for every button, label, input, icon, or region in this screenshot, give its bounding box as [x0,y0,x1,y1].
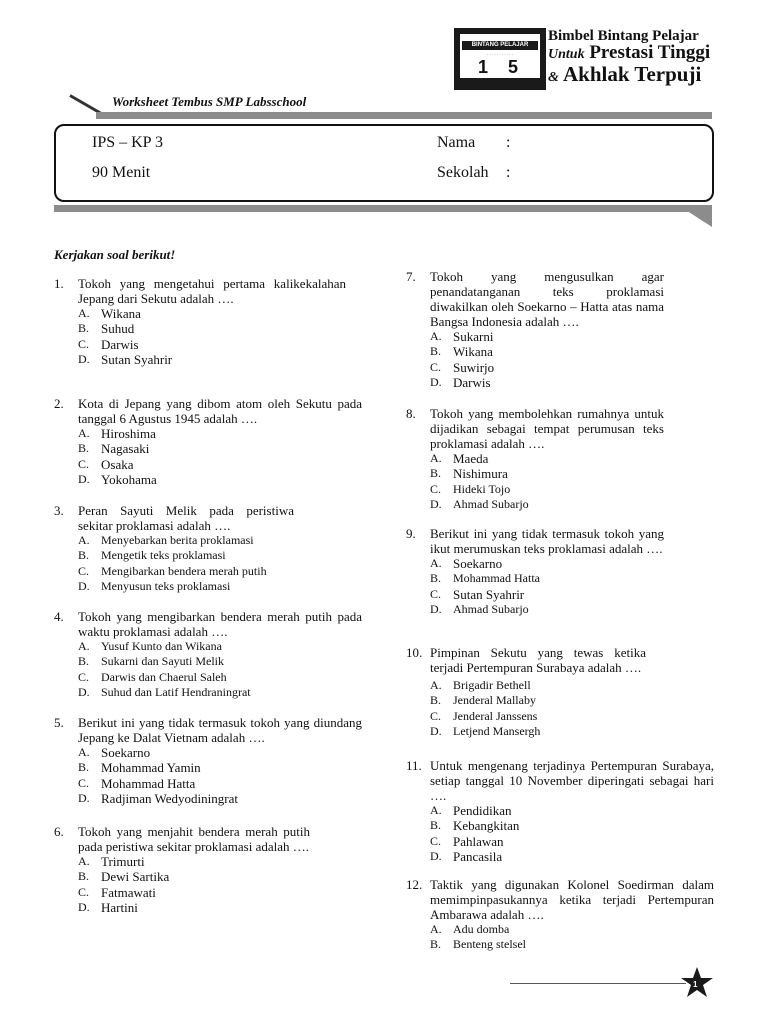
question-text: Peran Sayuti Melik pada peristiwa sekitar proklamasi adalah …. [78,503,294,533]
question-text: Kota di Jepang yang dibom atom oleh Sekutu pada tanggal 6 Agustus 1945 adalah …. [78,396,362,426]
option-b: B. Dewi Sartika [78,869,170,885]
option-d: D. Yokohama [78,471,157,487]
brand-logo [454,28,546,90]
question-number: 4. [54,609,64,624]
duration-label: 90 Menit [92,164,151,181]
option-d: D. Menyusun teks proklamasi [78,578,231,593]
info-rule-tab [678,205,712,227]
question-number: 5. [54,715,64,730]
option-b: B. Mengetik teks proklamasi [78,548,226,563]
name-colon: : [506,134,511,151]
option-c: C. Darwis [78,336,139,352]
logo-band-text: BINTANG PELAJAR [462,41,538,50]
question-text: Tokoh yang menjahit bendera merah putih pada peristiwa sekitar proklamasi adalah …. [78,824,310,854]
option-a: A. Hiroshima [78,426,156,441]
option-a: A. Soekarno [78,745,151,760]
option-a: A. Sukarni [430,329,494,344]
option-b: B. Benteng stelsel [430,937,526,952]
question-text: Tokoh yang membolehkan rumahnya untuk dijadikan sebagai tempat perumusan teks proklamasi adalah …. [430,406,664,451]
option-d: D. Darwis [430,374,491,390]
question-text: Pimpinan Sekutu yang tewas ketika terjadi Pertempuran Surabaya adalah …. [430,645,646,675]
brand-line-1: Bimbel Bintang Pelajar [548,28,699,44]
option-c: C. Jenderal Janssens [430,708,538,723]
option-c: C. Osaka [78,456,134,472]
option-a: A. Menyebarkan berita proklamasi [78,533,254,547]
question-number: 12. [406,877,423,892]
option-a: A. Pendidikan [430,803,512,818]
option-b: B. Kebangkitan [430,818,520,834]
question-text: Tokoh yang mengibarkan bendera merah putih pada waktu proklamasi adalah …. [78,609,362,639]
worksheet-title: Worksheet Tembus SMP Labsschool [112,94,307,109]
option-c: C. Sutan Syahrir [430,586,525,602]
option-a: A. Wikana [78,306,141,321]
option-d: D. Sutan Syahrir [78,351,173,367]
option-c: C. Mengibarkan bendera merah putih [78,563,267,578]
option-b: B. Mohammad Yamin [78,760,201,776]
option-d: D. Ahmad Subarjo [430,601,529,616]
instruction: Kerjakan soal berikut! [54,247,176,262]
option-b: B. Sukarni dan Sayuti Melik [78,654,224,669]
option-d: D. Radjiman Wedyodiningrat [78,790,238,806]
logo-small-text: · · · · · · · · · · · [487,52,513,57]
question-text: Taktik yang digunakan Kolonel Soedirman dalam memimpinpasukannya ketika terjadi Pertempuran Ambarawa adalah …. [430,877,714,922]
question-text: Tokoh yang mengetahui pertama kalikekalahan Jepang dari Sekutu adalah …. [78,276,346,306]
option-b: B. Wikana [430,344,493,360]
question-number: 7. [406,269,416,284]
option-a: A. Brigadir Bethell [430,678,531,692]
option-b: B. Nishimura [430,466,508,482]
option-d: D. Hartini [78,899,138,915]
option-d: D. Ahmad Subarjo [430,496,529,511]
header-rule [96,112,712,119]
option-b: B. Mohammad Hatta [430,571,540,586]
logo-number-one: 1 [478,57,489,77]
option-b: B. Jenderal Mallaby [430,693,536,708]
brand-akhlak: Akhlak Terpuji [562,62,702,86]
info-rule [54,205,704,212]
option-a: A. Yusuf Kunto dan Wikana [78,639,222,653]
brand-ampersand: & [548,70,559,85]
option-d: D. Suhud dan Latif Hendraningrat [78,684,251,699]
option-c: C. Darwis dan Chaerul Saleh [78,669,227,684]
option-a: A. Adu domba [430,922,510,936]
brand-untuk: Untuk [548,47,585,62]
logo-number-five: 5 [508,57,519,77]
option-a: A. Maeda [430,451,489,466]
question-text: Berikut ini yang tidak termasuk tokoh yang ikut merumuskan teks proklamasi adalah …. [430,526,664,556]
option-a: A. Trimurti [78,854,145,869]
logo-bottom-band [460,78,540,84]
question-number: 6. [54,824,64,839]
question-number: 2. [54,396,64,411]
question-number: 8. [406,406,416,421]
option-a: A. Soekarno [430,556,503,571]
brand-prestasi: Prestasi Tinggi [589,42,711,63]
question-text: Berikut ini yang tidak termasuk tokoh yang diundang Jepang ke Dalat Vietnam adalah …. [78,715,362,745]
school-colon: : [506,164,511,181]
question-number: 1. [54,276,64,291]
question-number: 10. [406,645,423,660]
question-number: 11. [406,758,422,773]
option-b: B. Nagasaki [78,441,150,457]
brand-line-3 [548,62,701,87]
school-label: Sekolah [437,164,489,181]
option-c: C. Pahlawan [430,833,504,849]
question-text: Tokoh yang mengusulkan agar penandatanganan teks proklamasi diwakilkan oleh Soekarno – Hatta atas nama Bangsa Indonesia adalah …. [430,269,664,329]
question-text: Untuk mengenang terjadinya Pertempuran Surabaya, setiap tanggal 10 November diperingati sebagai hari …. [430,758,714,803]
option-b: B. Suhud [78,321,135,337]
question-number: 3. [54,503,64,518]
option-c: C. Suwirjo [430,359,495,375]
page-number: 1 [693,980,698,989]
brand-line-2 [548,42,710,64]
footer-rule [510,983,686,984]
option-c: C. Fatmawati [78,884,156,900]
option-c: C. Mohammad Hatta [78,775,196,791]
option-d: D. Letjend Mansergh [430,723,541,738]
name-label: Nama [437,134,476,151]
option-c: C. Hideki Tojo [430,481,511,496]
question-number: 9. [406,526,416,541]
option-d: D. Pancasila [430,848,503,864]
subject-label: IPS – KP 3 [92,134,163,151]
